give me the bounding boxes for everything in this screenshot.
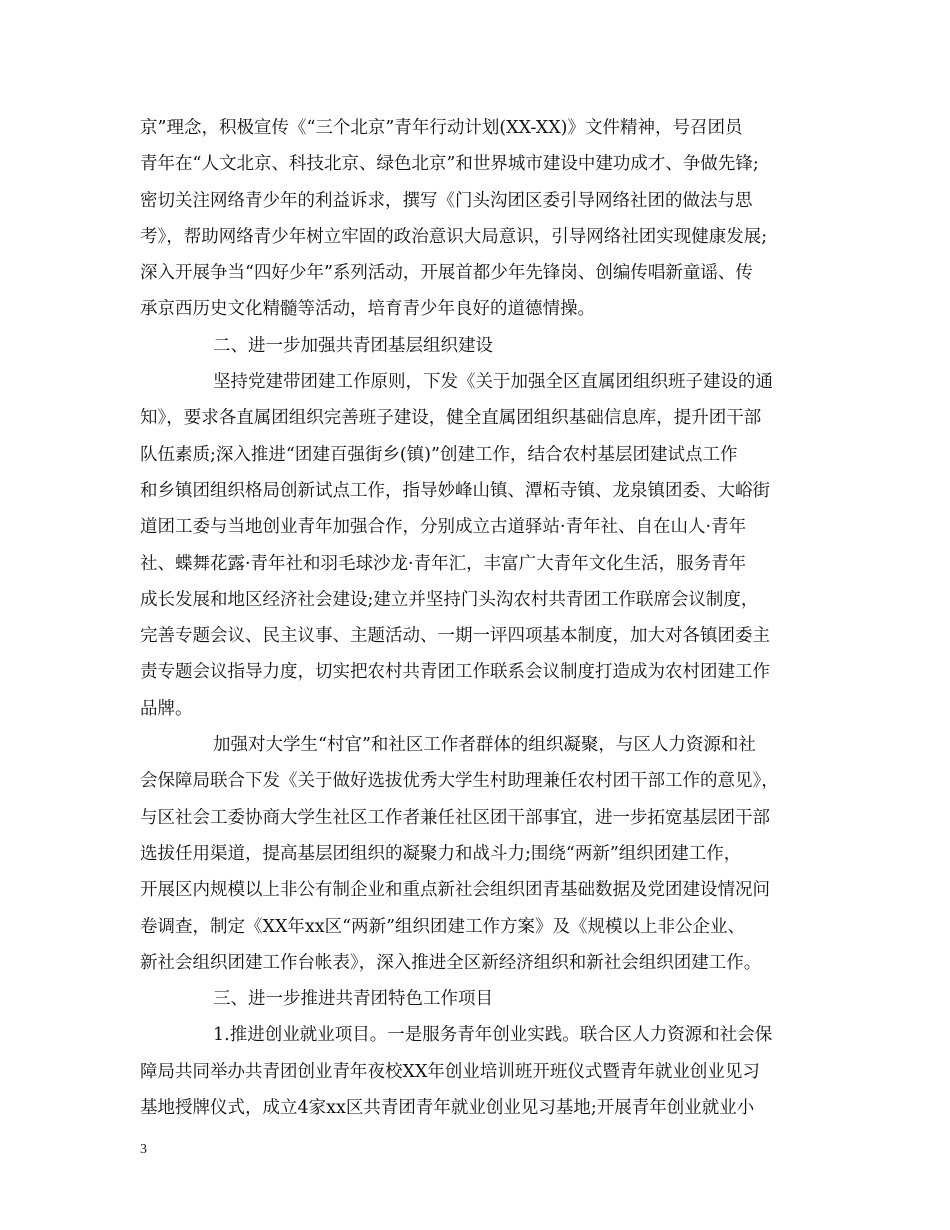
- text-line: 品牌。: [140, 698, 193, 719]
- text-line: 京”理念，积极宣传《“三个北京”青年行动计划(XX-XX)》文件精神，号召团员: [140, 118, 743, 138]
- text-line: 选拔任用渠道，提高基层团组织的凝聚力和战斗力;围绕“两新”组织团建工作，: [140, 843, 742, 864]
- text-line: 完善专题会议、民主议事、主题活动、一期一评四项基本制度，加大对各镇团委主: [140, 626, 770, 647]
- text-line: 新社会组织团建工作台帐表》，深入推进全区新经济组织和新社会组织团建工作。: [140, 952, 762, 973]
- text-line: 知》，要求各直属团组织完善班子建设，健全直属团组织基础信息库，提升团干部: [140, 408, 762, 429]
- text-line: 开展区内规模以上非公有制企业和重点新社会组织团青基础数据及党团建设情况问: [140, 880, 770, 901]
- text-line: 和乡镇团组织格局创新试点工作，指导妙峰山镇、潭柘寺镇、龙泉镇团委、大峪街: [140, 480, 770, 501]
- text-line: 社、蝶舞花露·青年社和羽毛球沙龙·青年汇，丰富广大青年文化生活，服务青年: [140, 553, 747, 574]
- text-line: 与区社会工委协商大学生社区工作者兼任社区团干部事宜，进一步拓宽基层团干部: [140, 807, 770, 828]
- page-number: 3: [140, 1142, 147, 1157]
- text-line: 基地授牌仪式，成立4家xx区共青团青年就业创业见习基地;开展青年创业就业小: [140, 1098, 755, 1119]
- paragraph-start: 坚持党建带团建工作原则，下发《关于加强全区直属团组织班子建设的通: [213, 372, 773, 393]
- text-line: 道团工委与当地创业青年加强合作，分别成立古道驿站·青年社、自在山人·青年: [140, 517, 747, 538]
- text-line: 考》，帮助网络青少年树立牢固的政治意识大局意识，引导网络社团实现健康发展;: [140, 226, 768, 247]
- text-line: 卷调查，制定《XX年xx区“两新”组织团建工作方案》及《规模以上非公企业、: [140, 916, 746, 937]
- text-line: 深入开展争当“四好少年”系列活动，开展首都少年先锋岗、创编传唱新童谣、传: [140, 263, 753, 284]
- paragraph-start: 1.推进创业就业项目。一是服务青年创业实践。联合区人力资源和社会保: [213, 1025, 773, 1046]
- paragraph-start: 加强对大学生“村官”和社区工作者群体的组织凝聚，与区人力资源和社: [213, 735, 756, 756]
- body-text: [140, 110, 820, 1126]
- section-heading: 二、进一步加强共青团基层组织建设: [213, 335, 493, 356]
- section-heading: 三、进一步推进共青团特色工作项目: [213, 989, 493, 1010]
- text-line: 障局共同举办共青团创业青年夜校XX年创业培训班开班仪式暨青年就业创业见习: [140, 1061, 760, 1082]
- text-line: 青年在“人文北京、科技北京、绿色北京”和世界城市建设中建功成才、争做先锋;: [140, 154, 759, 175]
- text-line: 成长发展和地区经济社会建设;建立并坚持门头沟农村共青团工作联席会议制度，: [140, 589, 759, 610]
- text-line: 密切关注网络青少年的利益诉求，撰写《门头沟团区委引导网络社团的做法与思: [140, 190, 753, 211]
- text-line: 责专题会议指导力度，切实把农村共青团工作联系会议制度打造成为农村团建工作: [140, 662, 770, 683]
- text-line: 承京西历史文化精髓等活动，培育青少年良好的道德情操。: [140, 299, 595, 320]
- text-line: 会保障局联合下发《关于做好选拔优秀大学生村助理兼任农村团干部工作的意见》，: [140, 771, 779, 792]
- text-line: 队伍素质;深入推进“团建百强街乡(镇)”创建工作，结合农村基层团建试点工作: [140, 444, 738, 465]
